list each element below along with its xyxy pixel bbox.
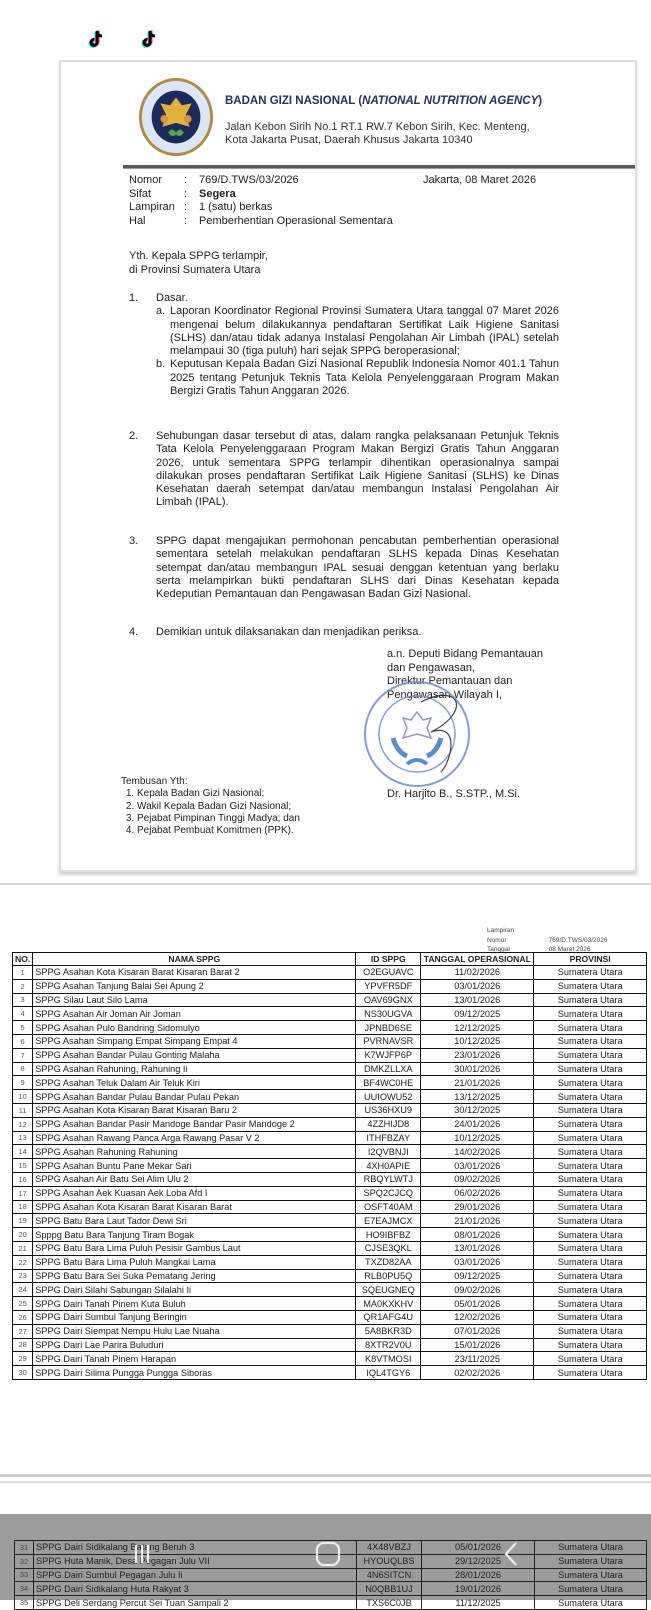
province: Sumatera Utara — [534, 1297, 647, 1311]
row-number: 22 — [13, 1255, 33, 1269]
sppg-name: SPPG Asahan Kota Kisaran Barat Kisaran Baru 2 — [33, 1103, 356, 1117]
sppg-name: SPPG Dairi Tanah Pinem Harapan — [33, 1352, 356, 1366]
sppg-name: SPPG Huta Manik, Desa Pegagan Julu VII — [34, 1554, 357, 1568]
row-number: 3 — [13, 993, 33, 1007]
province: Sumatera Utara — [534, 966, 647, 980]
sppg-id: IQL4TGY6 — [356, 1366, 421, 1380]
operational-date: 12/12/2025 — [421, 1021, 534, 1035]
sppg-id: TXS6C0JB — [357, 1596, 422, 1610]
province: Sumatera Utara — [535, 1596, 647, 1610]
table-row — [13, 1062, 647, 1076]
row-number: 9 — [13, 1076, 33, 1090]
col-id: ID SPPG — [356, 953, 421, 966]
table-row — [13, 1283, 647, 1297]
meta-sifat: Sifat : Segera — [129, 187, 236, 200]
sppg-id: 8XTR2V0U — [356, 1338, 421, 1352]
table-row — [13, 1048, 647, 1062]
tiktok-icon[interactable] — [137, 28, 161, 52]
sppg-name: SPPG Asahan Bandar Pasir Mandoge Bandar Pasir Mandoge 2 — [33, 1117, 356, 1131]
row-number: 12 — [13, 1117, 33, 1131]
point-3: 3. SPPG dapat mengajukan permohonan pencabutan pemberhentian operasional sementara setelah melakukan pendaftaran SLHS kepada Dinas Kesehatan setempat dan/atau membangun IPAL sesuai denggan ketentuan yang berlaku serta melampirkan bukti pendaftaran SLHS dari Dinas Kesehatan kepada Kedeputian Pemantauan dan Pengawasan Badan Gizi Nasional. — [129, 535, 559, 601]
operational-date: 19/01/2026 — [422, 1582, 535, 1596]
sppg-name: SPPG Dairi Sidikalang Huta Rakyat 3 — [34, 1582, 357, 1596]
table-row — [15, 1582, 647, 1596]
sppg-id: MA0KXKHV — [356, 1297, 421, 1311]
operational-date: 13/12/2025 — [421, 1090, 534, 1104]
province: Sumatera Utara — [534, 993, 647, 1007]
point-4: 4. Demikian untuk dilaksanakan dan menjadikan periksa. — [129, 626, 422, 638]
sppg-id: K7WJFP6P — [356, 1048, 421, 1062]
signer-name: Dr. Harjito B., S.STP., M.Si. — [387, 788, 521, 800]
sppg-id: K8VTMOSI — [356, 1352, 421, 1366]
row-number: 21 — [13, 1241, 33, 1255]
province: Sumatera Utara — [535, 1568, 647, 1582]
table-row — [15, 1596, 647, 1610]
province: Sumatera Utara — [534, 1021, 647, 1035]
province: Sumatera Utara — [534, 1269, 647, 1283]
table-row — [13, 1228, 647, 1242]
province: Sumatera Utara — [534, 1048, 647, 1062]
letter-meta — [129, 174, 393, 228]
sppg-id: TXZD82AA — [356, 1255, 421, 1269]
row-number: 19 — [13, 1214, 33, 1228]
operational-date: 07/01/2026 — [421, 1324, 534, 1338]
operational-date: 03/01/2026 — [421, 979, 534, 993]
table-row — [13, 1324, 647, 1338]
table-row — [13, 1034, 647, 1048]
operational-date: 28/01/2026 — [422, 1568, 535, 1582]
point-1b: b. Keputusan Kepala Badan Gizi Nasional Republik Indonesia Nomor 401.1 Tahun 2025 tentang Petunjuk Teknis Tata Kelola Penyelenggaraan Program Makan Bergizi Gratis Tahun Anggaran 2026. — [156, 358, 559, 398]
row-number: 14 — [13, 1145, 33, 1159]
sppg-id: 4ZZHIJD8 — [356, 1117, 421, 1131]
province: Sumatera Utara — [534, 1228, 647, 1242]
sppg-name: SPPG Dairi Sidikalang Batang Beruh 3 — [34, 1541, 357, 1555]
operational-date: 23/01/2026 — [421, 1048, 534, 1062]
sppg-name: SPPG Dairi Tanah Pinem Kuta Buluh — [33, 1297, 356, 1311]
table-row — [13, 1186, 647, 1200]
recent-apps-button[interactable] — [122, 1538, 162, 1570]
province: Sumatera Utara — [534, 1255, 647, 1269]
sppg-id: 4XH0APIE — [356, 1159, 421, 1173]
table-row — [13, 1269, 647, 1283]
row-number: 17 — [13, 1186, 33, 1200]
table-row — [13, 993, 647, 1007]
operational-date: 11/12/2025 — [422, 1596, 535, 1610]
row-number: 2 — [13, 979, 33, 993]
row-number: 35 — [15, 1596, 34, 1610]
sppg-id: 4N6SITCN — [357, 1568, 422, 1582]
operational-date: 12/02/2026 — [421, 1310, 534, 1324]
province: Sumatera Utara — [534, 979, 647, 993]
sppg-id: NS30UGVA — [356, 1007, 421, 1021]
operational-date: 29/01/2026 — [421, 1200, 534, 1214]
sppg-id: SQEUGNEQ — [356, 1283, 421, 1297]
row-number: 4 — [13, 1007, 33, 1021]
sppg-id: DMKZLLXA — [356, 1062, 421, 1076]
operational-date: 03/01/2026 — [421, 1255, 534, 1269]
sppg-id: N0QBB1UJ — [357, 1582, 422, 1596]
table-row — [13, 1021, 647, 1035]
sppg-name: SPPG Deli Serdang Percut Sei Tuan Sampali 2 — [34, 1596, 357, 1610]
back-button[interactable] — [492, 1538, 532, 1570]
page-divider — [0, 883, 651, 885]
row-number: 28 — [13, 1338, 33, 1352]
province: Sumatera Utara — [535, 1582, 647, 1596]
sppg-id: RBQYLWTJ — [356, 1172, 421, 1186]
sppg-name: SPPG Asahan Simpang Empat Simpang Empat 4 — [33, 1034, 356, 1048]
province: Sumatera Utara — [534, 1062, 647, 1076]
sppg-name: SPPG Dairi Sumbul Tanjung Beringin — [33, 1310, 356, 1324]
operational-date: 11/02/2026 — [421, 966, 534, 980]
row-number: 16 — [13, 1172, 33, 1186]
col-provinsi: PROVINSI — [534, 953, 647, 966]
operational-date: 06/02/2026 — [421, 1186, 534, 1200]
row-number: 27 — [13, 1324, 33, 1338]
signature-block: a.n. Deputi Bidang Pemantauan dan Pengawasan, Direktur Pemantauan dan Pengawasan Wilayah I, — [387, 648, 543, 701]
table-header — [13, 953, 647, 966]
table-row — [13, 1241, 647, 1255]
table-row — [13, 1338, 647, 1352]
province: Sumatera Utara — [534, 1214, 647, 1228]
sppg-id: OAV69GNX — [356, 993, 421, 1007]
table-row — [13, 1145, 647, 1159]
province: Sumatera Utara — [534, 1090, 647, 1104]
page-divider — [0, 1481, 651, 1483]
sppg-name: SPPG Batu Bara Laut Tador Dewi Sri — [33, 1214, 356, 1228]
province: Sumatera Utara — [534, 1241, 647, 1255]
operational-date: 09/12/2025 — [421, 1269, 534, 1283]
operational-date: 10/12/2025 — [421, 1131, 534, 1145]
province: Sumatera Utara — [534, 1338, 647, 1352]
province: Sumatera Utara — [534, 1034, 647, 1048]
province: Sumatera Utara — [534, 1186, 647, 1200]
row-number: 8 — [13, 1062, 33, 1076]
cc-list: Tembusan Yth: 1. Kepala Badan Gizi Nasional; 2. Wakil Kepala Badan Gizi Nasional; 3. Pejabat Pimpinan Tinggi Madya; dan 4. Pejabat Pembuat Komitmen (PPK). — [121, 776, 300, 837]
letter-page — [59, 60, 637, 872]
col-tanggal: TANGGAL OPERASIONAL — [421, 953, 534, 966]
row-number: 33 — [15, 1568, 34, 1582]
attachment-header: Lampiran Nomor : 769/D.TWS/03/2026 Tanggal : 08 Maret 2026 — [487, 927, 608, 953]
back-icon — [500, 1540, 524, 1568]
sppg-name: SPPG Batu Bara Lima Puluh Mangkai Lama — [33, 1255, 356, 1269]
addressee: Yth. Kepala SPPG terlampir, di Provinsi Sumatera Utara — [129, 250, 268, 276]
row-number: 30 — [13, 1366, 33, 1380]
province: Sumatera Utara — [534, 1159, 647, 1173]
operational-date: 21/01/2026 — [421, 1214, 534, 1228]
home-icon — [314, 1540, 342, 1568]
page-divider — [0, 1474, 651, 1477]
sppg-id: BF4WC0HE — [356, 1076, 421, 1090]
province: Sumatera Utara — [534, 1366, 647, 1380]
sppg-name: SPPG Asahan Air Batu Sei Alim Ulu 2 — [33, 1172, 356, 1186]
sppg-name: SPPG Batu Bara Lima Puluh Pesisir Gambus Laut — [33, 1241, 356, 1255]
point-2: 2. Sehubungan dasar tersebut di atas, dalam rangka pelaksanaan Petunjuk Teknis Tata Kelola Penyelenggaraan Program Makan Bergizi Gratis Tahun Anggaran 2026, untuk sementara SPPG terlampir dihentikan operasionalnya sampai dilakukan proses pendaftaran Sertifikat Laik Higiene Sanitasi (SLHS) ke Dinas Kesehatan daerah setempat dan/atau membangun Instalasi Pengolahan Air Limbah (IPAL). — [129, 430, 559, 509]
sppg-name: SPPG Asahan Kota Kisaran Barat Kisaran Barat 2 — [33, 966, 356, 980]
org-name: BADAN GIZI NASIONAL (NATIONAL NUTRITION AGENCY) — [225, 95, 543, 107]
operational-date: 03/01/2026 — [421, 1159, 534, 1173]
table-row — [13, 1310, 647, 1324]
sppg-name: SPPG Dairi Silima Pungga Pungga Siboras — [33, 1366, 356, 1380]
sppg-name: SPPG Dairi Silahi Sabungan Silalahi Ii — [33, 1283, 356, 1297]
col-no: NO. — [13, 953, 33, 966]
operational-date: 29/12/2025 — [422, 1554, 535, 1568]
operational-date: 23/11/2025 — [421, 1352, 534, 1366]
province: Sumatera Utara — [534, 1283, 647, 1297]
operational-date: 05/01/2026 — [422, 1541, 535, 1555]
sppg-name: SPPG Silau Laut Silo Lama — [33, 993, 356, 1007]
table-row — [13, 1103, 647, 1117]
bgn-logo-icon — [137, 76, 215, 158]
home-button[interactable] — [308, 1538, 348, 1570]
official-stamp-icon — [361, 672, 481, 792]
operational-date: 08/01/2026 — [421, 1228, 534, 1242]
sppg-id: HYOUQLBS — [357, 1554, 422, 1568]
table-row — [13, 966, 647, 980]
sppg-id: 4X48VBZJ — [357, 1541, 422, 1555]
row-number: 23 — [13, 1269, 33, 1283]
province: Sumatera Utara — [535, 1554, 647, 1568]
province: Sumatera Utara — [534, 1310, 647, 1324]
row-number: 25 — [13, 1297, 33, 1311]
meta-lampiran: Lampiran : 1 (satu) berkas — [129, 201, 273, 213]
letterhead-rule — [123, 165, 635, 169]
row-number: 1 — [13, 966, 33, 980]
sppg-name: SPPG Asahan Bandar Pulau Bandar Pulau Pekan — [33, 1090, 356, 1104]
recent-apps-icon — [129, 1541, 155, 1567]
row-number: 32 — [15, 1554, 34, 1568]
operational-date: 15/01/2026 — [421, 1338, 534, 1352]
table-row — [13, 1159, 647, 1173]
table-row — [13, 1200, 647, 1214]
operational-date: 09/02/2026 — [421, 1172, 534, 1186]
table-row — [13, 1297, 647, 1311]
operational-date: 02/02/2026 — [421, 1366, 534, 1380]
sppg-id: 5A8BKR3D — [356, 1324, 421, 1338]
sppg-id: UUIOWU52 — [356, 1090, 421, 1104]
meta-hal: Hal : Pemberhentian Operasional Sementara — [129, 214, 393, 227]
row-number: 11 — [13, 1103, 33, 1117]
operational-date: 24/01/2026 — [421, 1117, 534, 1131]
table-row — [13, 1117, 647, 1131]
row-number: 15 — [13, 1159, 33, 1173]
sppg-name: SPPG Asahan Tanjung Balai Sei Apung 2 — [33, 979, 356, 993]
table-row — [13, 1007, 647, 1021]
tiktok-icon[interactable] — [84, 28, 108, 52]
province: Sumatera Utara — [534, 1117, 647, 1131]
sppg-id: OSFT40AM — [356, 1200, 421, 1214]
row-number: 34 — [15, 1582, 34, 1596]
sppg-name: SPPG Asahan Kota Kisaran Barat Kisaran Barat — [33, 1200, 356, 1214]
operational-date: 14/02/2026 — [421, 1145, 534, 1159]
sppg-id: HO9IBFBZ — [356, 1228, 421, 1242]
operational-date: 13/01/2026 — [421, 993, 534, 1007]
operational-date: 21/01/2026 — [421, 1076, 534, 1090]
row-number: 31 — [15, 1541, 34, 1555]
table-row — [13, 1255, 647, 1269]
point-1: 1. Dasar. a. Laporan Koordinator Regional Provinsi Sumatera Utara tanggal 07 Maret 2026 mengenai belum dilakukannya pendaftaran Sertifikat Laik Higiene Sanitasi (SLHS) dan/atau tidak adanya Instalasi Pengolahan Air Limbah (IPAL) setelah melampaui 30 (tiga puluh) hari sejak SPPG beroperasional; b. Keputusan Kepala Badan Gizi Nasional Republik Indonesia Nomor 401.1 Tahun 2025 tentang Petunjuk Teknis Tata Kelola Penyelenggaraan Program Makan Bergizi Gratis Tahun Anggaran 2026. — [129, 292, 559, 398]
sppg-name: SPPG Asahan Air Joman Air Joman — [33, 1007, 356, 1021]
operational-date: 10/12/2025 — [421, 1034, 534, 1048]
sppg-name: Spppg Batu Bara Tanjung Tiram Bogak — [33, 1228, 356, 1242]
operational-date: 30/12/2025 — [421, 1103, 534, 1117]
sppg-id: O2EGUAVC — [356, 966, 421, 980]
table-row — [13, 1366, 647, 1380]
operational-date: 13/01/2026 — [421, 1241, 534, 1255]
row-number: 6 — [13, 1034, 33, 1048]
sppg-name: SPPG Asahan Aek Kuasan Aek Loba Afd I — [33, 1186, 356, 1200]
operational-date: 05/01/2026 — [421, 1297, 534, 1311]
point-1a: a. Laporan Koordinator Regional Provinsi Sumatera Utara tanggal 07 Maret 2026 mengenai belum dilakukannya pendaftaran Sertifikat Laik Higiene Sanitasi (SLHS) dan/atau tidak adanya Instalasi Pengolahan Air Limbah (IPAL) setelah melampaui 30 (tiga puluh) hari sejak SPPG beroperasional; — [156, 305, 559, 358]
table-row — [13, 1076, 647, 1090]
row-number: 24 — [13, 1283, 33, 1297]
sppg-name: SPPG Batu Bara Sei Suka Pematang Jering — [33, 1269, 356, 1283]
sppg-id: I2QVBNJI — [356, 1145, 421, 1159]
sppg-name: SPPG Asahan Pulo Bandring Sidomulyo — [33, 1021, 356, 1035]
province: Sumatera Utara — [534, 1352, 647, 1366]
sppg-name: SPPG Asahan Teluk Dalam Air Teluk Kiri — [33, 1076, 356, 1090]
col-nama: NAMA SPPG — [33, 953, 356, 966]
province: Sumatera Utara — [534, 1324, 647, 1338]
sppg-id: PVRNAVSR — [356, 1034, 421, 1048]
sppg-id: CJSE3QKL — [356, 1241, 421, 1255]
row-number: 29 — [13, 1352, 33, 1366]
meta-nomor: Nomor : 769/D.TWS/03/2026 — [129, 174, 299, 186]
table-row — [13, 1172, 647, 1186]
sppg-id: RLB0PU5Q — [356, 1269, 421, 1283]
place-date: Jakarta, 08 Maret 2026 — [423, 174, 537, 186]
sppg-id: JPNBD6SE — [356, 1021, 421, 1035]
row-number: 5 — [13, 1021, 33, 1035]
sppg-name: SPPG Dairi Siempat Nempu Hulu Lae Nuaha — [33, 1324, 356, 1338]
table-row — [13, 979, 647, 993]
sppg-name: SPPG Asahan Rahuning Rahuning — [33, 1145, 356, 1159]
province: Sumatera Utara — [534, 1076, 647, 1090]
table-row — [13, 1131, 647, 1145]
table-row — [13, 1214, 647, 1228]
row-number: 20 — [13, 1228, 33, 1242]
sppg-id: SPQ2CJCQ — [356, 1186, 421, 1200]
province: Sumatera Utara — [534, 1131, 647, 1145]
province: Sumatera Utara — [534, 1103, 647, 1117]
sppg-name: SPPG Asahan Buntu Pane Mekar Sari — [33, 1159, 356, 1173]
row-number: 10 — [13, 1090, 33, 1104]
sppg-id: QR1AFG4U — [356, 1310, 421, 1324]
sppg-name: SPPG Asahan Rawang Panca Arga Rawang Pasar V 2 — [33, 1131, 356, 1145]
operational-date: 09/02/2026 — [421, 1283, 534, 1297]
sppg-table — [12, 952, 647, 1380]
row-number: 7 — [13, 1048, 33, 1062]
sppg-id: ITHFBZAY — [356, 1131, 421, 1145]
org-address: Jalan Kebon Sirih No.1 RT.1 RW.7 Kebon Sirih, Kec. Menteng, Kota Jakarta Pusat, Daerah Khusus Jakarta 10340 — [225, 121, 530, 146]
sppg-name: SPPG Dairi Lae Parira Buluduri — [33, 1338, 356, 1352]
province: Sumatera Utara — [534, 1172, 647, 1186]
sppg-id: YPVFR5DF — [356, 979, 421, 993]
sppg-id: E7EAJMCX — [356, 1214, 421, 1228]
operational-date: 30/01/2026 — [421, 1062, 534, 1076]
table-row — [13, 1352, 647, 1366]
sppg-name: SPPG Asahan Rahuning, Rahuning Ii — [33, 1062, 356, 1076]
table-row — [13, 1090, 647, 1104]
row-number: 26 — [13, 1310, 33, 1324]
row-number: 18 — [13, 1200, 33, 1214]
system-nav-bar — [0, 1538, 651, 1578]
province: Sumatera Utara — [534, 1007, 647, 1021]
sppg-id: US36HXU9 — [356, 1103, 421, 1117]
sppg-name: SPPG Dairi Sumbul Pegagan Julu Ii — [34, 1568, 357, 1582]
operational-date: 09/12/2025 — [421, 1007, 534, 1021]
province: Sumatera Utara — [535, 1541, 647, 1555]
province: Sumatera Utara — [534, 1200, 647, 1214]
sppg-name: SPPG Asahan Bandar Pulau Gonting Malaha — [33, 1048, 356, 1062]
row-number: 13 — [13, 1131, 33, 1145]
province: Sumatera Utara — [534, 1145, 647, 1159]
